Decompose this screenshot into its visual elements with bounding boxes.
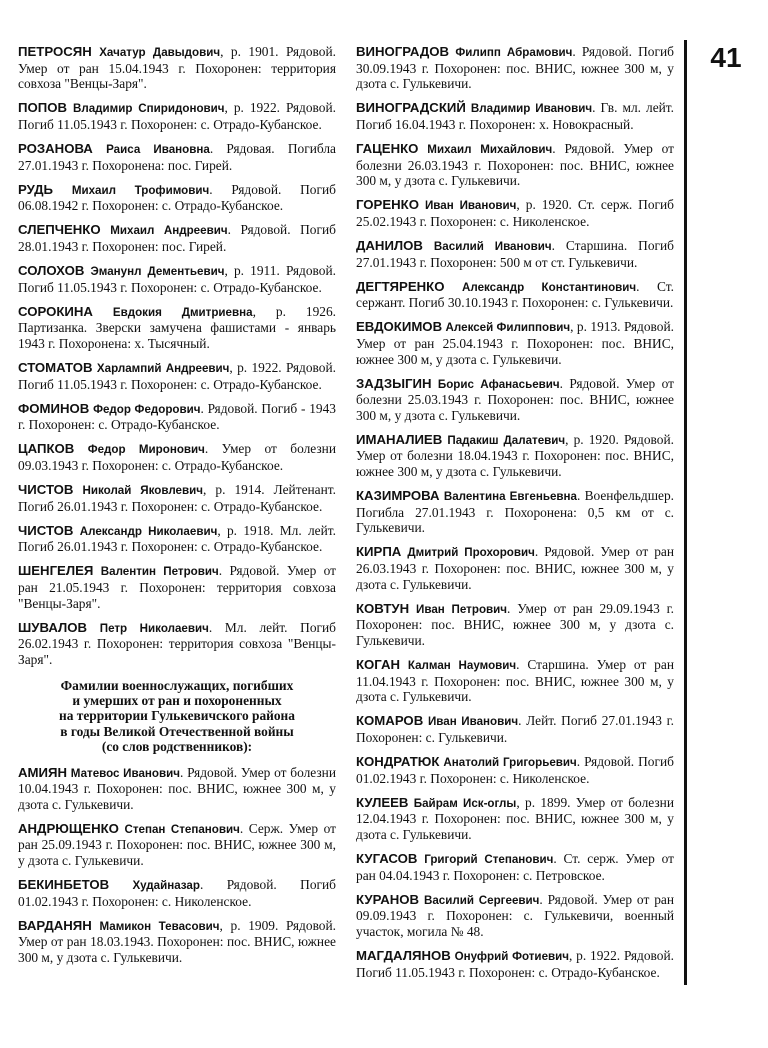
entry — [356, 100, 674, 132]
entry — [356, 238, 674, 270]
entry — [18, 441, 336, 473]
entry-given-name: Иван Иванович — [427, 715, 519, 729]
entry-given-name: Худайназар — [132, 879, 200, 893]
entry-surname: АНДРЮЩЕНКО — [18, 820, 119, 836]
entry-surname: ГАЦЕНКО — [356, 140, 419, 156]
entry-details: . Рядовой. Погиб 01.02.1943 г. Похоронен: с. Николенское. — [18, 877, 336, 909]
entry-surname: ПОПОВ — [18, 100, 67, 116]
entry-given-name: Калман Наумович — [407, 659, 517, 672]
entry — [18, 263, 336, 295]
entry — [18, 765, 336, 813]
entry-surname: СОРОКИНА — [18, 303, 93, 319]
entry-surname: ШУВАЛОВ — [18, 619, 88, 635]
entry-surname: КОВТУН — [356, 600, 410, 616]
entry — [356, 948, 674, 980]
entry — [18, 523, 336, 555]
entry — [18, 360, 336, 392]
entry-surname: ЧИСТОВ — [18, 522, 74, 538]
entry-details: . Рядовой. Погиб 30.09.1943 г. Похоронен: пос. ВНИС, южнее 300 м, у дзота с. Гулькевичи. — [356, 44, 674, 92]
entry-details: . Рядовой. Умер от болезни 26.03.1943 г. Похоронен: пос. ВНИС, южнее 300 м, у дзота с. Гулькевичи. — [356, 140, 674, 189]
entry-given-name: Федор Федорович — [93, 402, 201, 416]
left-column — [18, 44, 336, 974]
entry — [356, 601, 674, 649]
entry — [18, 304, 336, 352]
entry-given-name: Василий Иванович — [433, 239, 552, 253]
entry — [18, 182, 336, 214]
entry — [356, 376, 674, 424]
entry-details: , р. 1920. Рядовой. Умер от болезни 18.04.1943 г. Похоронен: пос. ВНИС, южнее 300 м, у дзота с. Гулькевичи. — [356, 431, 674, 480]
heading-line: Фамилии военнослужащих, погибших — [60, 677, 294, 693]
entry-details: . Рядовой. Умер от болезни 10.04.1943 г. Похоронен: пос. ВНИС, южнее 300 м, у дзота с. Гулькевичи. — [18, 764, 336, 812]
entry-surname: СТОМАТОВ — [18, 360, 93, 375]
entry-surname: ВИНОГРАДОВ — [356, 44, 450, 59]
entry-given-name: Александр Николаевич — [79, 524, 218, 538]
entry — [356, 432, 674, 480]
entry-surname: ФОМИНОВ — [18, 400, 90, 416]
entry-given-name: Иван Петрович — [416, 602, 508, 616]
entry-details: . Умер от болезни 09.03.1943 г. Похоронен: с. Отрадо-Кубанское. — [18, 441, 336, 473]
entry-details: , р. 1922. Рядовой. Погиб 11.05.1943 г. Похоронен: с. Отрадо-Кубанское. — [18, 100, 336, 132]
entry-given-name: Петр Николаевич — [99, 621, 209, 635]
entry — [18, 141, 336, 173]
entry-given-name: Михаил Трофимович — [71, 183, 210, 197]
entry — [356, 754, 674, 786]
entry — [18, 401, 336, 433]
entry-details: . Рядовой. Умер от ран 21.05.1943 г. Похоронен: территория совхоза "Венцы-Заря". — [18, 563, 336, 611]
entry-given-name: Николай Яковлевич — [82, 484, 203, 498]
entry-given-name: Байрам Иск-оглы — [413, 796, 517, 810]
entry-given-name: Степан Степанович — [124, 822, 240, 836]
entry-surname: СОЛОХОВ — [18, 263, 85, 279]
entry-details: , р. 1918. Мл. лейт. Погиб 26.01.1943 г. Похоронен: с. Отрадо-Кубанское. — [18, 522, 336, 555]
entry-surname: ЗАДЗЫГИН — [356, 375, 432, 391]
entry-details: , р. 1911. Рядовой. Погиб 11.05.1943 г. Похоронен: с. Отрадо-Кубанское. — [18, 263, 336, 295]
entry-given-name: Михаил Андреевич — [110, 224, 228, 238]
entry — [18, 482, 336, 514]
entry-surname: КОНДРАТЮК — [356, 753, 440, 769]
entry-details: . Ст. серж. Умер от ран 04.04.1943 г. Похоронен: с. Петровское. — [356, 850, 674, 883]
entry-details: . Рядовой. Погиб - 1943 г. Похоронен: с. Отрадо-Кубанское. — [18, 400, 336, 433]
entry-details: , р. 1922. Рядовой. Погиб 11.05.1943 г. Похоронен: с. Отрадо-Кубанское. — [356, 947, 674, 980]
heading-line: на территории Гулькевичского района — [59, 708, 295, 724]
entry-surname: ПЕТРОСЯН — [18, 44, 92, 59]
entry — [18, 563, 336, 611]
entry-given-name: Григорий Степанович — [424, 852, 554, 866]
entry — [356, 713, 674, 745]
entry — [356, 319, 674, 367]
entry-given-name: Падакиш Далатевич — [447, 433, 566, 447]
entry-surname: БЕКИНБЕТОВ — [18, 877, 110, 893]
heading-line: (со слов родственников): — [101, 739, 253, 755]
entry-given-name: Харлампий Андреевич — [96, 362, 230, 375]
entry-details: , р. 1913. Рядовой. Умер от ран 25.04.1943 г. Похоронен: пос. ВНИС, южнее 300 м, у дзота с. Гулькевичи. — [356, 319, 675, 367]
entry-given-name: Дмитрий Прохорович — [407, 546, 535, 560]
entry-surname: ЦАПКОВ — [18, 441, 75, 457]
entry-surname: РУДЬ — [18, 181, 54, 197]
left-entries — [18, 44, 336, 668]
entry — [18, 821, 336, 869]
right-column — [356, 44, 674, 989]
entry — [18, 620, 336, 668]
entry-given-name: Александр Константинович — [461, 280, 637, 294]
entry-given-name: Валентин Петрович — [100, 565, 219, 579]
entry-given-name: Эманунл Дементьевич — [90, 265, 225, 279]
entry-details: . Мл. лейт. Погиб 26.02.1943 г. Похоронен: территория совхоза "Венцы-Заря". — [18, 619, 336, 667]
entry — [356, 657, 674, 705]
entry-details: , р. 1899. Умер от болезни 12.04.1943 г. Похоронен: пос. ВНИС, южнее 300 м, у дзота с. Гулькевичи. — [356, 794, 674, 842]
entry-details: , р. 1909. Рядовой. Умер от ран 18.03.1943. Похоронен: пос. ВНИС, южнее 300 м, у дзота с. Гулькевичи. — [18, 917, 337, 965]
entry-details: . Ст. сержант. Погиб 30.10.1943 г. Похоронен: с. Гулькевичи. — [356, 278, 674, 311]
entry — [356, 197, 674, 229]
entry-surname: КУЛЕЕВ — [356, 794, 409, 810]
entry — [18, 877, 336, 909]
entry-details: , р. 1901. Рядовой. Умер от ран 15.04.1943 г. Похоронен: территория совхоза "Венцы-Заря". — [18, 44, 336, 92]
entry-details: , р. 1914. Лейтенант. Погиб 26.01.1943 г. Похоронен: с. Отрадо-Кубанское. — [18, 482, 336, 514]
entry-details: . Рядовой. Погиб 28.01.1943 г. Похоронен: пос. Гирей. — [18, 222, 336, 254]
entry-details: . Серж. Умер от ран 25.09.1943 г. Похоронен: пос. ВНИС, южнее 300 м, у дзота с. Гулькевичи. — [18, 820, 336, 868]
entry-given-name: Валентина Евгеньевна — [443, 490, 577, 504]
entry-surname: АМИЯН — [18, 764, 67, 780]
entry-surname: ВИНОГРАДСКИЙ — [356, 100, 466, 116]
entry-given-name: Федор Миронович — [87, 443, 205, 457]
entry-given-name: Алексей Филиппович — [445, 321, 571, 335]
entry-surname: ЧИСТОВ — [18, 482, 74, 498]
entry-surname: ЕВДОКИМОВ — [356, 319, 443, 335]
entry-given-name: Онуфрий Фотиевич — [454, 949, 569, 963]
entry-details: . Старшина. Погиб 27.01.1943 г. Похоронен: 500 м от ст. Гулькевичи. — [356, 237, 674, 270]
heading-line: и умерших от ран и похороненных — [72, 692, 282, 708]
entry-given-name: Мамикон Тевасович — [99, 919, 220, 933]
entry — [18, 100, 336, 132]
entry-given-name: Иван Иванович — [424, 199, 517, 213]
entry-given-name: Владимир Иванович — [470, 102, 593, 116]
entry — [356, 44, 674, 92]
entry-details: , р. 1926. Партизанка. Зверски замучена фашистами - январь 1943 г. Похоронена: х. Тысячный. — [18, 303, 336, 351]
entry — [356, 488, 674, 536]
entry-details: . Рядовой. Умер от ран 26.03.1943 г. Похоронен: пос. ВНИС, южнее 300 м, у дзота с. Гулькевичи. — [356, 544, 675, 592]
page-number: 41 — [710, 42, 742, 73]
entry-given-name: Матевос Иванович — [70, 766, 180, 780]
entry — [356, 141, 674, 189]
section-heading — [18, 678, 336, 755]
entry-surname: МАГДАЛЯНОВ — [356, 947, 451, 963]
entry-details: , р. 1922. Рядовой. Погиб 11.05.1943 г. Похоронен: с. Отрадо-Кубанское. — [18, 360, 336, 392]
entry-details: . Рядовой. Погиб 01.02.1943 г. Похоронен: с. Николенское. — [356, 753, 674, 786]
entry-given-name: Раиса Ивановна — [106, 142, 210, 156]
entry-surname: КУГАСОВ — [356, 850, 418, 866]
entry-given-name: Анатолий Григорьевич — [443, 755, 577, 769]
entry-surname: КАЗИМРОВА — [356, 488, 440, 504]
entry — [356, 851, 674, 883]
entry-surname: ШЕНГЕЛЕЯ — [18, 563, 94, 579]
entry-given-name: Михаил Михайлович — [427, 142, 553, 156]
entry-given-name: Хачатур Давыдович — [99, 46, 221, 59]
entry-details: . Старшина. Умер от ран 11.04.1943 г. Похоронен: пос. ВНИС, южнее 300 м, у дзота с. Гулькевичи. — [356, 657, 674, 705]
entry-surname: ВАРДАНЯН — [18, 917, 92, 933]
entry — [18, 44, 336, 92]
entry-surname: КОГАН — [356, 657, 400, 672]
entry-surname: КОМАРОВ — [356, 713, 424, 729]
entry — [18, 222, 336, 254]
entry-surname: СЛЕПЧЕНКО — [18, 222, 101, 238]
entry-surname: ГОРЕНКО — [356, 197, 419, 213]
entry-given-name: Евдокия Дмитриевна — [112, 305, 253, 319]
entry-details: . Рядовой. Погиб 06.08.1942 г. Похоронен: с. Отрадо-Кубанское. — [18, 181, 336, 214]
entry-surname: ДЕГТЯРЕНКО — [356, 278, 445, 294]
entry-given-name: Владимир Спиридонович — [72, 102, 225, 116]
entry-surname: КИРПА — [356, 544, 402, 560]
entry-surname: РОЗАНОВА — [18, 140, 93, 156]
entry-surname: КУРАНОВ — [356, 891, 420, 907]
page-edge-rule — [684, 40, 687, 985]
entry-details: . Лейт. Погиб 27.01.1943 г. Похоронен: с. Гулькевичи. — [356, 713, 674, 745]
entry-surname: ИМАНАЛИЕВ — [356, 431, 443, 447]
entry-given-name: Филипп Абрамович — [455, 46, 573, 59]
entry-details: . Рядовой. Умер от болезни 25.03.1943 г. Похоронен: пос. ВНИС, южнее 300 м, у дзота с. Гулькевичи. — [356, 375, 674, 423]
entry-details: . Рядовая. Погибла 27.01.1943 г. Похоронена: пос. Гирей. — [18, 140, 336, 173]
entry-details: . Умер от ран 29.09.1943 г. Похоронен: пос. ВНИС, южнее 300 м, у дзота с. Гулькевичи. — [356, 600, 675, 648]
entry-given-name: Василий Сергеевич — [423, 893, 540, 907]
entry — [356, 279, 674, 311]
entry-details: . Военфельдшер. Погибла 27.01.1943 г. Похоронена: 0,5 км от с. Гулькевичи. — [356, 488, 674, 536]
left-entries-after-heading — [18, 765, 336, 966]
entry-details: , р. 1920. Ст. серж. Погиб 25.02.1943 г. Похоронен: с. Николенское. — [356, 197, 674, 229]
heading-line: в годы Великой Отечественной войны — [60, 723, 294, 739]
entry — [356, 795, 674, 843]
entry-given-name: Борис Афанасьевич — [437, 377, 560, 391]
entry-surname: ДАНИЛОВ — [356, 237, 423, 253]
entry-details: . Рядовой. Умер от ран 09.09.1943 г. Похоронен: с. Гулькевичи, военный участок, могила № 48. — [356, 891, 675, 939]
entry — [18, 918, 336, 966]
entry — [356, 544, 674, 592]
entry-details: . Гв. мл. лейт. Погиб 16.04.1943 г. Похоронен: х. Новокрасный. — [356, 100, 675, 132]
entry — [356, 892, 674, 940]
